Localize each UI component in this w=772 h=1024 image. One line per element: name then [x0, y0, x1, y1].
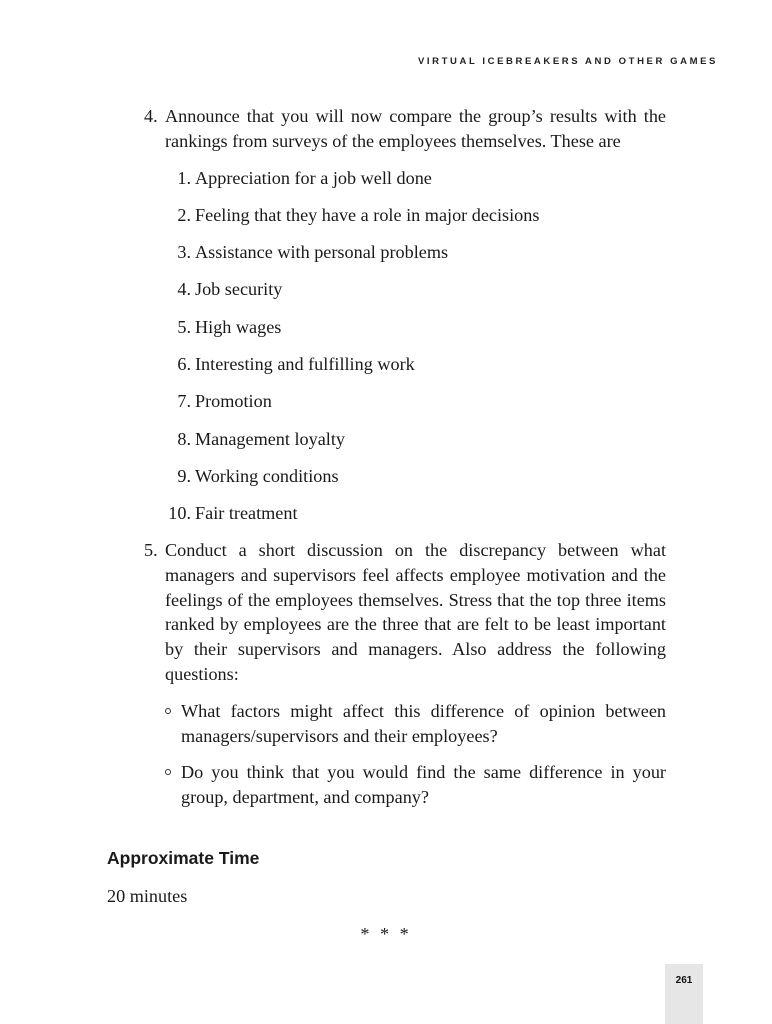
list-item: [107, 277, 666, 302]
section-separator: * * *: [360, 924, 412, 944]
list-item: [107, 315, 666, 340]
section-heading: Approximate Time: [107, 848, 260, 868]
list-item: [107, 464, 666, 489]
bullet-icon: [165, 708, 171, 714]
step-5: [107, 538, 666, 810]
page-number-tab: [665, 964, 703, 1024]
step-number: 4.: [144, 106, 158, 126]
item-text: Management loyalty: [195, 428, 346, 449]
list-item: [165, 699, 666, 749]
question-list: [165, 699, 666, 810]
item-number: 7.: [177, 391, 191, 412]
item-text: High wages: [195, 316, 282, 337]
question-text: Do you think that you would find the same difference in your group, department, and company?: [181, 762, 666, 808]
item-text: Assistance with personal problems: [195, 242, 449, 263]
item-number: 4.: [177, 279, 191, 300]
bullet-icon: [165, 769, 171, 775]
list-item: [165, 760, 666, 810]
item-text: Appreciation for a job well done: [195, 167, 432, 188]
list-item: [107, 203, 666, 228]
item-number: 5.: [177, 316, 191, 337]
step-text: Announce that you will now compare the group’s results with the rankings from surveys of the employees themselves. These are: [165, 106, 666, 151]
step-4: [107, 104, 666, 526]
item-text: Interesting and fulfilling work: [195, 354, 415, 375]
item-number: 6.: [177, 354, 191, 375]
page-body: [107, 104, 666, 822]
item-text: Feeling that they have a role in major decisions: [195, 204, 540, 225]
ranking-list: [165, 166, 666, 526]
item-number: 9.: [177, 465, 191, 486]
list-item: [107, 389, 666, 414]
list-item: [107, 166, 666, 191]
time-text: 20 minutes: [107, 886, 188, 906]
item-text: Promotion: [195, 391, 272, 412]
running-head: VIRTUAL ICEBREAKERS AND OTHER GAMES: [417, 56, 718, 67]
list-item: [107, 501, 666, 526]
item-number: 8.: [177, 428, 191, 449]
list-item: [107, 427, 666, 452]
step-number: 5.: [144, 540, 158, 561]
step-text: Conduct a short discussion on the discrepancy between what managers and supervisors feel affects employee motivation and the feelings of the employees themselves. Stress that the top three items ranked by employees are the three that are felt to be least important by their supervisors and managers. Also address the following questions:: [165, 540, 666, 685]
list-item: [107, 352, 666, 377]
item-text: Job security: [195, 279, 283, 300]
item-text: Working conditions: [195, 465, 339, 486]
item-number: 3.: [177, 242, 191, 263]
list-item: [107, 240, 666, 265]
item-number: 10.: [168, 503, 191, 524]
item-text: Fair treatment: [195, 503, 298, 524]
question-text: What factors might affect this difference of opinion between managers/supervisors and their employees?: [181, 700, 666, 746]
item-number: 1.: [177, 167, 191, 188]
item-number: 2.: [177, 204, 191, 225]
page-number: 261: [675, 975, 693, 986]
